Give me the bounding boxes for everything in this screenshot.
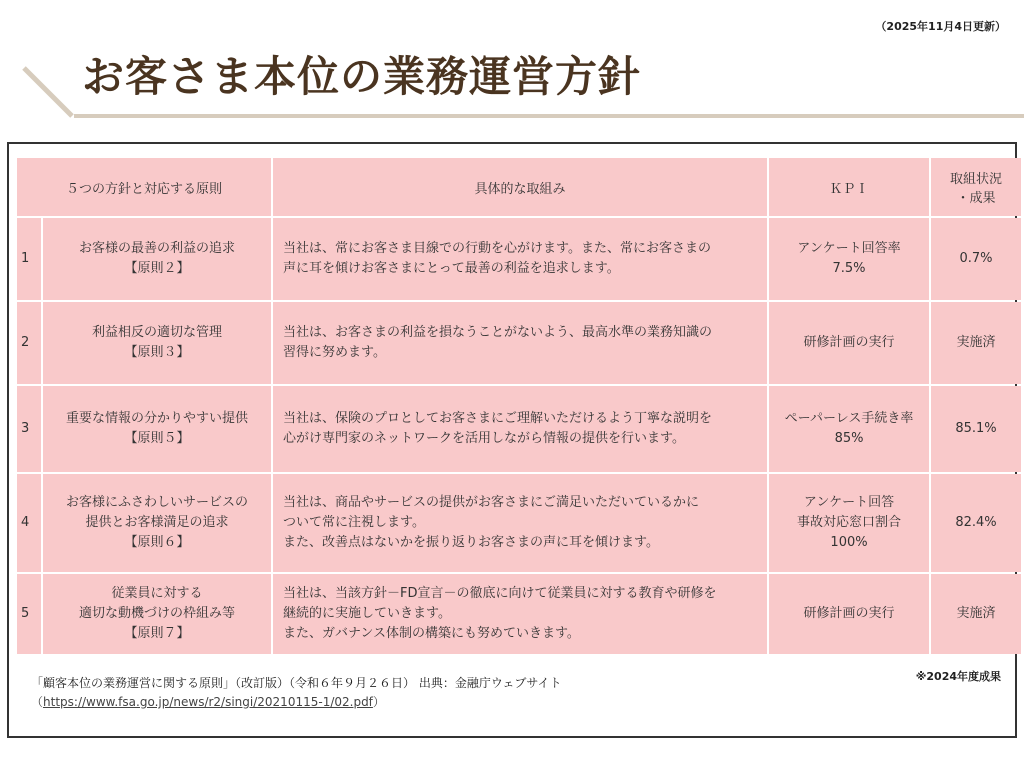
kpi-line: 研修計画の実行: [803, 606, 895, 621]
principle-line: お客様にふさわしいサービスの: [66, 495, 249, 510]
table-row: [17, 574, 1021, 654]
link-paren-open: （: [31, 695, 44, 709]
row-kpi: [769, 302, 929, 384]
kpi-line: 100%: [830, 535, 868, 550]
principle-line: 利益相反の適切な管理: [92, 325, 223, 340]
row-kpi: [769, 218, 929, 300]
detail-line: 当社は、お客さまの利益を損なうことがないよう、最高水準の業務知識の: [283, 325, 713, 340]
policy-panel: [7, 142, 1017, 738]
header-kpi: ＫＰＩ: [769, 158, 929, 216]
source-note: 「顧客本位の業務運営に関する原則」（改訂版）（令和６年９月２６日） 出典：金融庁ウェブサイト: [31, 676, 562, 690]
row-result: 82.4%: [931, 474, 1021, 572]
principle-line: 重要な情報の分かりやすい提供: [66, 411, 249, 426]
result-year-note: ※2024年度成果: [915, 670, 1001, 683]
kpi-line: 事故対応窓口割合: [797, 515, 902, 530]
row-number: 2: [17, 302, 41, 384]
kpi-line: アンケート回答率: [797, 241, 901, 256]
slash-decoration-icon: [20, 64, 80, 122]
row-detail: [273, 386, 767, 472]
kpi-line: ペーパーレス手続き率: [784, 411, 914, 426]
detail-line: 当社は、商品やサービスの提供がお客さまにご満足いただいているかに: [283, 495, 700, 510]
row-kpi: [769, 386, 929, 472]
header-result-line2: ・成果: [956, 191, 996, 206]
row-principle: [43, 474, 271, 572]
row-detail: [273, 574, 767, 654]
detail-line: ついて常に注視します。: [283, 515, 425, 530]
title-area: [0, 40, 1024, 120]
table-row: [17, 218, 1021, 300]
source-link[interactable]: https://www.fsa.go.jp/news/r2/singi/20210115-1/02.pdf: [43, 695, 373, 709]
header-result-line1: 取組状況: [950, 172, 1003, 187]
principle-line: 【原則６】: [124, 535, 190, 550]
detail-line: 習得に努めます。: [283, 345, 386, 360]
row-detail: [273, 218, 767, 300]
table-row: [17, 386, 1021, 472]
row-result: 0.7%: [931, 218, 1021, 300]
row-result: 85.1%: [931, 386, 1021, 472]
header-result: [931, 158, 1021, 216]
kpi-line: アンケート回答: [803, 495, 895, 510]
title-underline: [74, 114, 1024, 118]
row-result: 実施済: [931, 574, 1021, 654]
principle-line: 【原則５】: [124, 431, 190, 446]
row-detail: [273, 302, 767, 384]
detail-line: 当社は、保険のプロとしてお客さまにご理解いただけるよう丁寧な説明を: [283, 411, 713, 426]
page-title: お客さま本位の業務運営方針: [82, 52, 642, 101]
row-kpi: [769, 474, 929, 572]
header-principle: ５つの方針と対応する原則: [17, 158, 271, 216]
table-header-row: [17, 158, 1021, 216]
detail-line: また、ガバナンス体制の構築にも努めていきます。: [283, 626, 580, 641]
row-number: 5: [17, 574, 41, 654]
principle-line: 【原則２】: [124, 261, 190, 276]
link-paren-close: ）: [372, 695, 385, 709]
principle-line: 提供とお客様満足の追求: [85, 515, 229, 530]
row-kpi: [769, 574, 929, 654]
table-row: [17, 474, 1021, 572]
source-link-line: [31, 693, 385, 710]
principle-line: お客様の最善の利益の追求: [79, 241, 236, 256]
row-principle: [43, 218, 271, 300]
kpi-line: 85%: [834, 431, 864, 446]
row-principle: [43, 302, 271, 384]
principle-line: 適切な動機づけの枠組み等: [79, 606, 236, 621]
header-detail: 具体的な取組み: [273, 158, 767, 216]
principle-line: 【原則７】: [124, 626, 190, 641]
kpi-line: 研修計画の実行: [803, 335, 895, 350]
principle-line: 従業員に対する: [111, 586, 203, 601]
policy-table: [15, 156, 1023, 656]
table-row: [17, 302, 1021, 384]
principle-line: 【原則３】: [124, 345, 190, 360]
detail-line: また、改善点はないかを振り返りお客さまの声に耳を傾けます。: [283, 535, 659, 550]
row-detail: [273, 474, 767, 572]
detail-line: 声に耳を傾けお客さまにとって最善の利益を追求します。: [283, 261, 620, 276]
row-number: 1: [17, 218, 41, 300]
kpi-line: 7.5%: [832, 261, 866, 276]
detail-line: 当社は、常にお客さま目線での行動を心がけます。また、常にお客さまの: [283, 241, 711, 256]
row-principle: [43, 574, 271, 654]
row-result: 実施済: [931, 302, 1021, 384]
row-principle: [43, 386, 271, 472]
update-date: （2025年11月4日更新）: [875, 20, 1006, 33]
row-number: 3: [17, 386, 41, 472]
detail-line: 心がけ専門家のネットワークを活用しながら情報の提供を行います。: [283, 431, 685, 446]
detail-line: 当社は、当該方針－FD宣言－の徹底に向けて従業員に対する教育や研修を: [283, 586, 717, 601]
row-number: 4: [17, 474, 41, 572]
detail-line: 継続的に実施していきます。: [283, 606, 451, 621]
